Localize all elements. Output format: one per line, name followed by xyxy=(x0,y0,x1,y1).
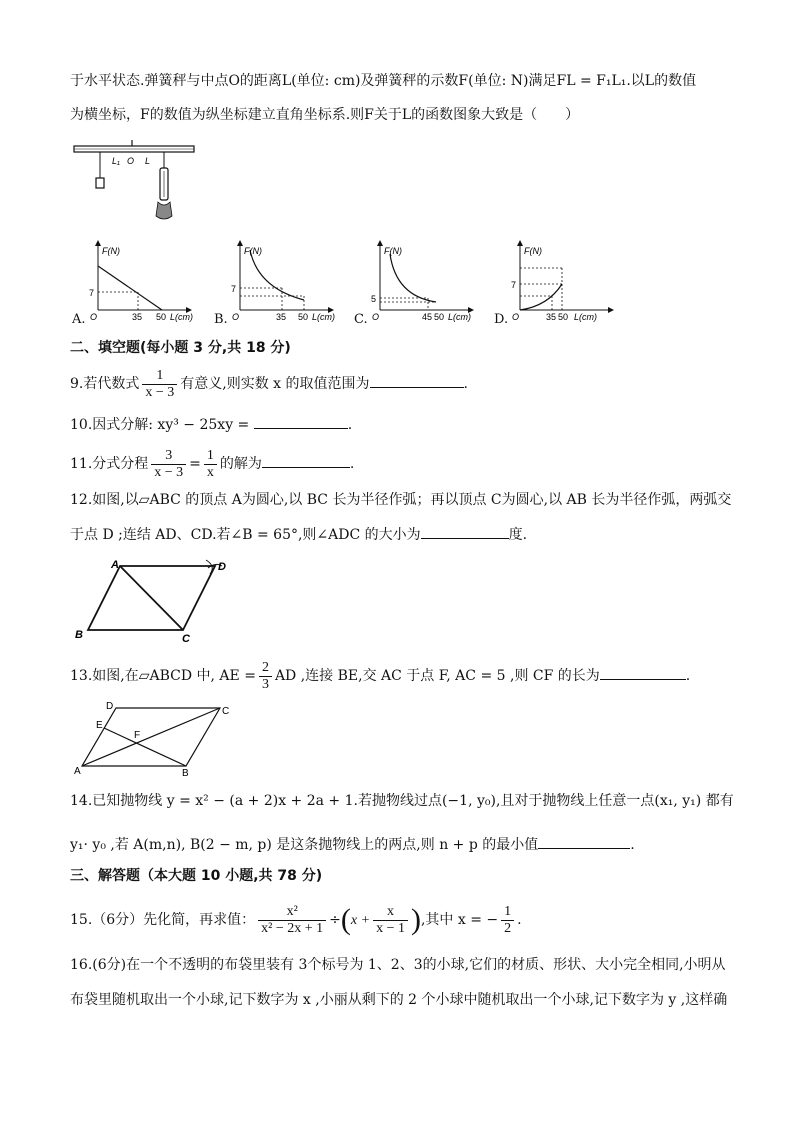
option-b-xlabel: L(cm) xyxy=(312,312,335,322)
option-d-xlabel: L(cm) xyxy=(574,312,597,322)
option-a-origin: O xyxy=(90,312,98,322)
q14-line2b: . xyxy=(630,837,635,853)
q9-end: . xyxy=(463,376,468,392)
balance-figure xyxy=(72,140,197,230)
q10-answer-blank[interactable] xyxy=(254,414,348,429)
q13-answer-blank[interactable] xyxy=(600,665,686,680)
option-c-origin: O xyxy=(372,312,380,322)
option-d-origin: O xyxy=(512,312,520,322)
option-d-ylabel: F(N) xyxy=(524,246,542,256)
q10-end: . xyxy=(347,417,353,433)
q11-eq: = xyxy=(189,456,201,472)
q16-line1: 16.(6分)在一个不透明的布袋里装有 3个标号为 1、2、3的小球,它们的材质、形状、大小完全相同,小明从 xyxy=(70,957,726,973)
option-d-graph xyxy=(508,240,618,325)
q13-label-c: C xyxy=(222,706,230,717)
section2-title: 二、填空题(每小题 3 分,共 18 分) xyxy=(70,340,291,356)
option-b-xtick2: 50 xyxy=(298,312,309,322)
option-d[interactable] xyxy=(494,240,624,330)
q11-num2: 1 xyxy=(204,448,217,465)
option-d-xtick2: 50 xyxy=(558,312,569,322)
q13-label-e: E xyxy=(96,720,103,731)
q11 xyxy=(70,445,354,483)
q13 xyxy=(70,656,690,696)
option-b[interactable] xyxy=(214,240,334,330)
option-d-ytick: 7 xyxy=(511,280,517,290)
balance-label-l1: L₁ xyxy=(112,156,120,166)
q15-fraction1 xyxy=(258,904,326,937)
option-d-xtick1: 35 xyxy=(546,312,557,322)
balance-label-o: O xyxy=(127,156,135,166)
q11-answer-blank[interactable] xyxy=(262,453,350,468)
section3-title: 三、解答题（本大题 10 小题,共 78 分) xyxy=(70,868,323,884)
q9-num: 1 xyxy=(142,368,177,385)
option-c-xtick1: 45 xyxy=(422,312,433,322)
q12-figure xyxy=(70,556,240,646)
q15-div: ÷ xyxy=(329,912,341,928)
q15-num2: x xyxy=(373,904,408,921)
q12-label-a: A xyxy=(111,559,119,571)
q9 xyxy=(70,366,468,402)
q11-num1: 3 xyxy=(151,448,186,465)
q15-left-paren: ( xyxy=(340,903,351,936)
q15-num3: 1 xyxy=(501,904,514,921)
option-b-xtick1: 35 xyxy=(276,312,287,322)
option-c-ylabel: F(N) xyxy=(384,246,402,256)
q15-den1: x² − 2x + 1 xyxy=(261,920,324,936)
q12-answer-blank[interactable] xyxy=(421,524,509,539)
q12-line2a: 于点 D ;连结 AD、CD.若∠B = 65°,则∠ADC 的大小为 xyxy=(70,527,421,543)
q14-line2a: y₁· y₀ ,若 A(m,n), B(2 − m, p) 是这条抛物线上的两点,则 n + p 的最小值 xyxy=(70,837,539,853)
q12-label-b: B xyxy=(75,629,83,641)
q11-den2: x xyxy=(206,464,214,480)
q13-figure xyxy=(70,698,240,780)
q15-before: 15.（6分）先化简，再求值： xyxy=(70,912,256,928)
q11-fraction2 xyxy=(204,448,217,481)
option-b-letter: B. xyxy=(214,312,228,327)
option-c-letter: C. xyxy=(354,312,368,327)
q11-fraction1 xyxy=(151,448,186,481)
q11-before: 11.分式分程 xyxy=(70,456,149,472)
option-a-xtick2: 50 xyxy=(156,312,167,322)
q13-end: . xyxy=(685,668,691,684)
option-c-xtick2: 50 xyxy=(434,312,445,322)
option-d-letter: D. xyxy=(494,312,509,327)
option-c-graph xyxy=(368,240,478,325)
q11-end: . xyxy=(349,456,355,472)
q15-right-paren: ) xyxy=(410,903,421,936)
q9-after: 有意义,则实数 x 的取值范围为 xyxy=(180,376,370,392)
q13-label-a: A xyxy=(74,766,81,777)
q15-mid: ,其中 x = − xyxy=(420,912,499,928)
q15-den3: 2 xyxy=(504,920,512,936)
q12-line2 xyxy=(70,524,527,545)
q10-text: 10.因式分解: xy³ − 25xy = xyxy=(70,417,250,433)
q12-label-d: D xyxy=(218,561,226,573)
option-b-graph xyxy=(228,240,338,325)
q12-line2b: 度. xyxy=(508,527,528,543)
q16-line2: 布袋里随机取出一个小球,记下数字为 x ,小丽从剩下的 2 个小球中随机取出一个小球,记下数字为 y ,这样确 xyxy=(70,992,728,1008)
q15-inner-x: x + xyxy=(350,913,371,928)
option-b-origin: O xyxy=(232,312,240,322)
option-a-xtick1: 35 xyxy=(132,312,143,322)
q13-label-b: B xyxy=(182,768,189,779)
q9-fraction xyxy=(142,368,177,401)
q13-label-d: D xyxy=(106,701,114,712)
q13-after: AD ,连接 BE,交 AC 于点 F, AC = 5 ,则 CF 的长为 xyxy=(274,668,600,684)
q15 xyxy=(70,898,522,943)
q8-line1: 于水平状态.弹簧秤与中点O的距离L(单位: cm)及弹簧秤的示数F(单位: N)满足FL = F₁L₁.以L的数值 xyxy=(70,73,697,89)
q15-fraction2 xyxy=(373,904,408,937)
q9-before: 9.若代数式 xyxy=(70,376,140,392)
q10 xyxy=(70,414,352,435)
q13-before: 13.如图,在▱ABCD 中, AE = xyxy=(70,668,256,684)
option-a-ylabel: F(N) xyxy=(102,246,120,256)
q9-answer-blank[interactable] xyxy=(370,373,464,388)
option-c-ytick: 5 xyxy=(371,294,377,304)
option-a-graph xyxy=(86,240,196,325)
q12-line1: 12.如图,以▱ABC 的顶点 A为圆心,以 BC 长为半径作弧；再以顶点 C为圆心,以 AB 长为半径作弧，两弧交 xyxy=(70,492,732,508)
option-a-letter: A. xyxy=(72,312,86,327)
q8-line2: 为横坐标，F的数值为纵坐标建立直角坐标系.则F关于L的函数图象大致是（ ） xyxy=(70,107,580,123)
q14-line1: 14.已知抛物线 y = x² − (a + 2)x + 2a + 1.若抛物线过点(−1, y₀),且对于抛物线上任意一点(x₁, y₁) 都有 xyxy=(70,793,734,809)
q13-num: 2 xyxy=(259,660,272,677)
q14-line2 xyxy=(70,834,635,855)
q12-label-c: C xyxy=(182,633,190,645)
q11-after: 的解为 xyxy=(219,456,262,472)
option-a-ytick: 7 xyxy=(89,288,95,298)
q15-num1: x² xyxy=(258,904,326,921)
option-c[interactable] xyxy=(354,240,474,330)
q15-fraction3 xyxy=(501,904,514,937)
q13-den: 3 xyxy=(261,676,269,692)
q11-den1: x − 3 xyxy=(154,464,184,480)
option-c-xlabel: L(cm) xyxy=(448,312,471,322)
q14-answer-blank[interactable] xyxy=(538,834,630,849)
option-b-ytick: 7 xyxy=(231,284,237,294)
option-b-ylabel: F(N) xyxy=(244,246,262,256)
q13-fraction xyxy=(259,660,272,693)
q15-den2: x − 1 xyxy=(376,920,405,936)
q13-label-f: F xyxy=(134,730,141,741)
q9-den: x − 3 xyxy=(145,384,175,400)
balance-label-l: L xyxy=(145,156,151,166)
q15-end: . xyxy=(517,912,522,928)
option-a[interactable] xyxy=(72,240,192,330)
option-a-xlabel: L(cm) xyxy=(170,312,193,322)
